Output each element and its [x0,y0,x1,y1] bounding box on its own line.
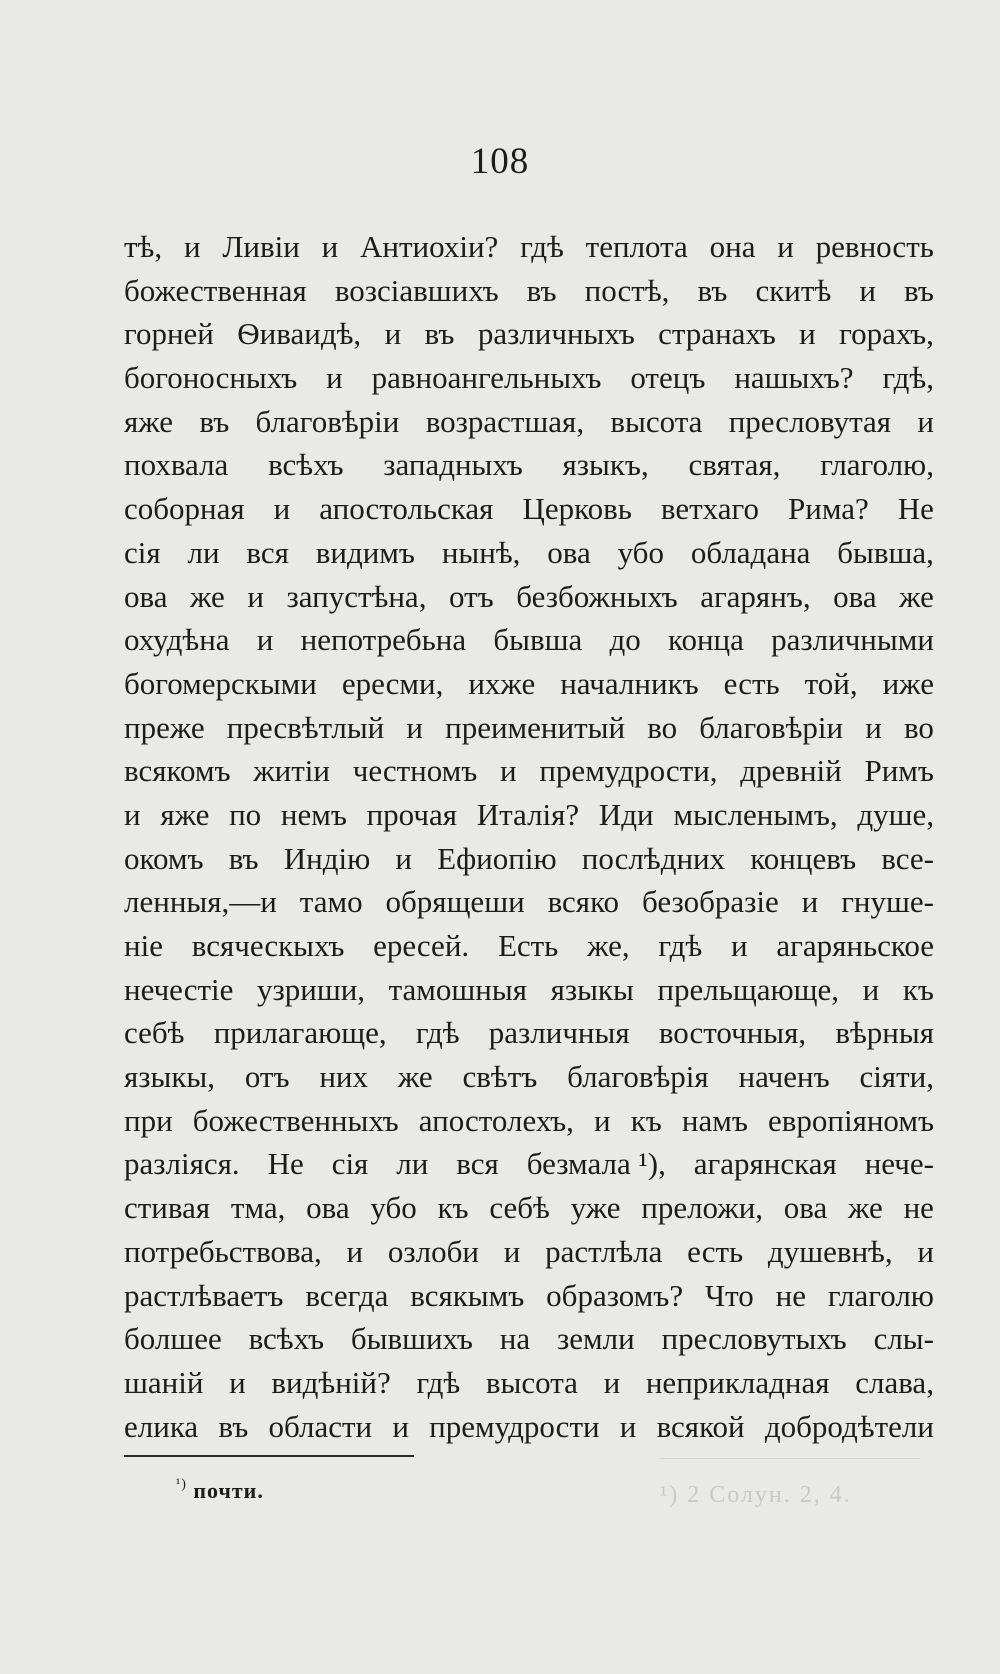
word: не [775,1277,807,1313]
text-line [124,1361,934,1405]
word: и [346,1233,364,1269]
word: Ливіи [222,229,300,264]
word: области [268,1408,373,1444]
word: ніе [124,928,163,963]
word: западныхъ [383,447,523,483]
text-line [124,1405,934,1449]
word: окомъ [124,840,204,876]
word: той, [804,665,858,701]
word: и [256,622,274,658]
word: странахъ [658,316,776,352]
text-line [124,1011,934,1055]
text-line [124,968,934,1012]
word: и [384,316,402,352]
word: бывша, [837,534,934,570]
text-line [124,356,934,400]
word: тамо [299,884,363,920]
word: къ [437,1190,469,1226]
word: конца [667,622,744,658]
word: гдѣ [520,229,564,264]
word: въ [199,403,230,439]
word: Ефиопію [437,840,557,876]
word: языкы [550,971,634,1007]
text-line [124,1142,934,1186]
word: пресвѣтлый [226,709,385,745]
word: прочая [366,796,457,832]
word: высота [485,1364,578,1400]
word: растлѣваетъ [124,1277,284,1313]
word: болшее [124,1321,222,1357]
word: древній [740,753,842,789]
word: святая, [688,447,781,483]
text-line [124,706,934,750]
word: и [321,229,339,264]
word: убо [370,1190,417,1226]
word: Индію [283,840,371,876]
word: убо [617,534,664,570]
word: гнуше- [841,884,934,920]
word: къ [902,971,934,1007]
word: отъ [449,578,494,614]
word: безбожныхъ [516,578,678,614]
word: же [397,1059,433,1095]
word: въ [697,272,728,308]
bleed-through-text: ¹) 2 Солун. 2, 4. [660,1482,852,1508]
text-line [124,662,934,706]
word: и [603,1364,621,1400]
word: гдѣ [415,1015,460,1051]
text-line [124,1230,934,1274]
word: нече- [864,1146,934,1182]
word: и [273,491,291,527]
word: языкъ, [562,447,649,483]
word: агарянская [693,1146,837,1182]
word: добродѣтели [764,1408,934,1444]
word: душевнѣ, [767,1233,893,1269]
word: и [777,229,794,264]
word: сіяти, [859,1059,934,1095]
word: душе, [857,796,934,832]
word: постѣ, [584,272,670,308]
word: горней [124,316,214,352]
word: ова [547,534,591,570]
word: и [859,272,876,308]
word: началникъ [560,665,699,701]
word: агарянъ, [700,578,811,614]
word: бывшихъ [350,1321,473,1357]
word: и [730,928,748,963]
word: и [917,403,934,439]
word: въ [228,840,259,876]
word: языкы, [124,1059,215,1095]
word: всякой [656,1408,745,1444]
word: ленныя,—и [124,884,277,920]
word: благовѣріи [255,403,400,439]
text-line [124,1099,934,1143]
word: концевъ [750,840,857,876]
footnote-text: почти. [193,1478,264,1503]
word: возрастшая, [425,403,585,439]
word: божественная [124,272,307,308]
text-line [124,575,934,619]
word: гдѣ [658,928,703,963]
word: всѣхъ [248,1321,324,1357]
word: тма, [230,1190,286,1226]
word: при [124,1102,173,1138]
word: она [709,229,756,264]
word: различныя [488,1015,630,1051]
word: Церковь [522,491,632,527]
word: гдѣ [416,1364,461,1400]
word: растлѣла [545,1233,663,1269]
word: пресловутая [728,403,892,439]
word: же, [587,928,630,963]
word: Ѳиваидѣ, [237,316,362,352]
word: яже [124,403,174,439]
word: честномъ [352,753,478,789]
word: уже [570,1190,621,1226]
word: озлоби [387,1233,479,1269]
word: ревность [815,229,934,264]
word: и [594,1102,611,1138]
word: восточныя, [658,1015,807,1051]
word: видимъ [315,534,415,570]
word: возсіавшихъ [334,272,499,308]
word: въ [526,272,557,308]
word: различными [771,622,934,658]
word: слава, [855,1364,934,1400]
word: премудрости [429,1408,600,1444]
word: образомъ? [546,1277,684,1313]
bleed-through-rule [660,1458,920,1459]
word: богомерскыми [124,665,317,701]
word: и [917,1233,934,1269]
text-line [124,531,934,575]
word: и [395,840,412,876]
word: ова [783,1190,828,1226]
word: во [903,709,934,745]
word: всѣхъ [268,447,344,483]
text-line [124,793,934,837]
word: и [229,1364,246,1400]
word: намъ [681,1102,748,1138]
text-line [124,880,934,924]
word: шаній [124,1364,204,1400]
word: нечестіе [124,971,234,1007]
word: же [190,578,225,614]
page-number: 108 [470,141,530,182]
word: всякомъ [124,753,231,789]
word: похвала [124,447,229,483]
text-line [124,1317,934,1361]
word: Что [704,1277,754,1313]
word: ли [396,1146,429,1182]
word: всяческыхъ [191,928,345,963]
word: ова [124,578,168,614]
word: них [319,1059,369,1095]
word: ли [187,534,220,570]
word: въ [218,1408,249,1444]
text-line [124,618,934,662]
word: и [183,229,201,264]
text-line [124,225,934,269]
word: богоносныхъ [124,360,298,396]
word: неприкладная [645,1364,830,1400]
word: вся [456,1146,499,1182]
word: Италія? [476,796,580,832]
word: и [619,1408,637,1444]
word: глаголю [827,1277,934,1313]
word: прельщающе, [657,971,840,1007]
word: немъ [280,796,347,832]
word: все- [881,840,934,876]
text-line [124,1055,934,1099]
word: скитѣ [755,272,832,308]
word: благовѣрія [567,1059,709,1095]
word: отецъ [630,360,706,396]
word: видѣній? [271,1364,391,1400]
word: преименитый [445,709,626,745]
text-line [124,312,934,356]
word: премудрости, [539,753,718,789]
word: Римъ [864,753,934,789]
text-line [124,269,934,313]
word: и [500,753,517,789]
word: ова [833,578,877,614]
word: ересей. [373,928,470,963]
word: вѣрныя [835,1015,934,1051]
word: и [247,578,264,614]
word: преже [124,709,205,745]
word: не [903,1190,934,1226]
word: Не [897,491,934,527]
word: преложи, [641,1190,764,1226]
word: Антиохіи? [359,229,499,264]
word: гдѣ, [882,360,934,396]
word: бывша [493,622,583,658]
text-line [124,443,934,487]
word: и [124,796,141,832]
word: сія [124,534,161,570]
word: обладана [690,534,811,570]
word: на [499,1321,531,1357]
word: всяко [547,884,620,920]
word: высота [610,403,703,439]
word: наченъ [738,1059,830,1095]
word: и [801,884,819,920]
word: тѣ, [124,229,163,264]
word: вся [246,534,289,570]
word: же [848,1190,883,1226]
word: теплота [585,229,688,264]
word: свѣтъ [462,1059,538,1095]
word: есть [687,1233,744,1269]
word: ересми, [341,665,444,701]
word: ихже [468,665,536,701]
word: равноангельныхъ [371,360,602,396]
text-line [124,1274,934,1318]
footnote [176,1477,264,1504]
word: Иди [598,796,654,832]
word: апостолехъ, [418,1102,574,1138]
text-line [124,400,934,444]
word: различныхъ [477,316,635,352]
word: разліяся. [124,1146,240,1182]
body-text [124,225,934,1448]
word: соборная [124,491,245,527]
word: божественныхъ [192,1102,399,1138]
word: горахъ, [839,316,934,352]
word: въ [424,316,455,352]
word: запустѣна, [286,578,427,614]
word: же [899,578,934,614]
word: сія [331,1146,369,1182]
footnote-marker: ¹) [176,1477,187,1492]
word: себѣ [124,1015,185,1051]
footnote-separator [124,1455,414,1457]
word: ова [306,1190,350,1226]
word: всякымъ [410,1277,525,1313]
word: охудѣна [124,622,230,658]
word: апостольская [319,491,494,527]
text-line [124,924,934,968]
word: непотребьна [300,622,467,658]
word: земли [557,1321,635,1357]
word: прилагающе, [213,1015,387,1051]
word: и [503,1233,521,1269]
word: отъ [244,1059,290,1095]
word: пресловутыхъ [661,1321,847,1357]
word: агаряньское [776,928,934,963]
word: и [326,360,343,396]
word: и [799,316,816,352]
word: мысленымъ, [673,796,838,832]
word: и [406,709,423,745]
word: европіяномъ [767,1102,934,1138]
word: стивая [124,1190,211,1226]
word: яже [160,796,210,832]
word: всегда [305,1277,389,1313]
word: послѣдних [581,840,726,876]
word: тамошныя [388,971,527,1007]
word: ветхаго [660,491,759,527]
text-line [124,749,934,793]
word: есть [723,665,780,701]
word: безобразіе [642,884,779,920]
text-line [124,487,934,531]
word: нынѣ, [441,534,521,570]
word: себѣ [489,1190,550,1226]
word: во [647,709,678,745]
word: Рима? [787,491,869,527]
word: житіи [253,753,331,789]
word: елика [124,1408,199,1444]
word: узриши, [256,971,366,1007]
word: и [392,1408,409,1444]
word: къ [630,1102,662,1138]
word: глаголю, [820,447,934,483]
word: по [229,796,262,832]
word: до [609,622,641,658]
word: Не [267,1146,304,1182]
word: въ [904,272,934,308]
word: слы- [873,1321,934,1357]
word: и [862,971,880,1007]
word: иже [882,665,934,701]
text-line [124,1186,934,1230]
word: обрящеши [385,884,525,920]
text-line [124,837,934,881]
word: безмала ¹), [526,1146,666,1182]
word: и [865,709,882,745]
word: нашыхъ? [734,360,854,396]
word: благовѣріи [699,709,844,745]
word: потребьствова, [124,1233,322,1269]
word: Есть [497,928,559,963]
